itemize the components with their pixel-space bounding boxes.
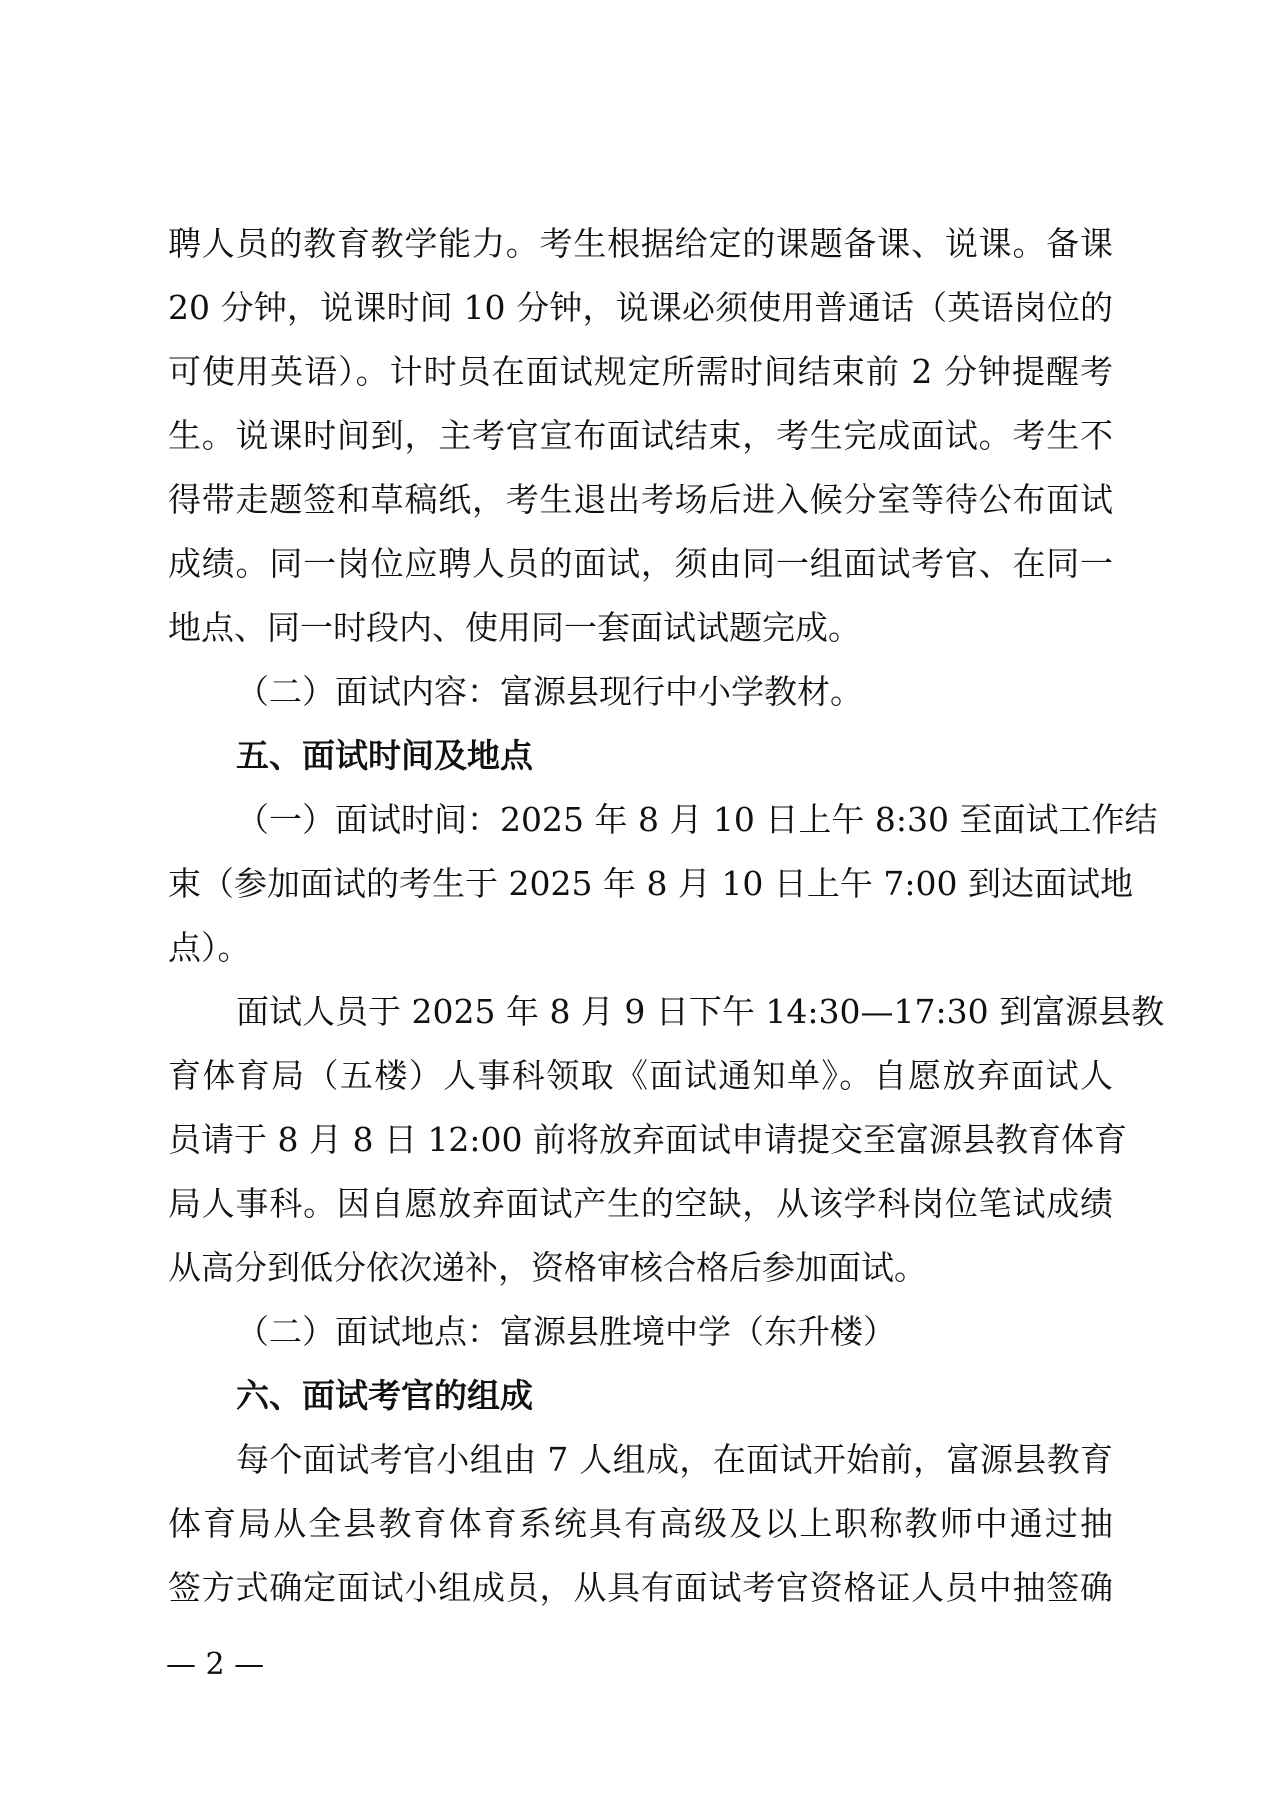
interview-time-line-1: （一）面试时间：2025 年 8 月 10 日上午 8:30 至面试工作结 — [236, 800, 1158, 839]
section-heading-five: 五、面试时间及地点 — [236, 736, 533, 775]
interview-content-line: （二）面试内容：富源县现行中小学教材。 — [236, 672, 863, 711]
interview-location-line: （二）面试地点：富源县胜境中学（东升楼） — [236, 1312, 896, 1351]
paragraph-line-1: 聘人员的教育教学能力。考生根据给定的课题备课、说课。备课 — [168, 224, 1113, 263]
examiner-line-2: 体育局从全县教育体育系统具有高级及以上职称教师中通过抽 — [168, 1504, 1113, 1543]
interview-time-line-3: 点）。 — [168, 928, 251, 967]
paragraph-line-2: 20 分钟，说课时间 10 分钟，说课必须使用普通话（英语岗位的 — [168, 288, 1113, 327]
paragraph-line-5: 得带走题签和草稿纸，考生退出考场后进入候分室等待公布面试 — [168, 480, 1113, 519]
paragraph-line-3: 可使用英语）。计时员在面试规定所需时间结束前 2 分钟提醒考 — [168, 352, 1113, 391]
notice-line-5: 从高分到低分依次递补，资格审核合格后参加面试。 — [168, 1248, 927, 1287]
interview-time-line-2: 束（参加面试的考生于 2025 年 8 月 10 日上午 7:00 到达面试地 — [168, 864, 1133, 903]
section-heading-six: 六、面试考官的组成 — [236, 1376, 533, 1415]
paragraph-line-6: 成绩。同一岗位应聘人员的面试，须由同一组面试考官、在同一 — [168, 544, 1113, 583]
notice-line-2: 育体育局（五楼）人事科领取《面试通知单》。自愿放弃面试人 — [168, 1056, 1113, 1095]
paragraph-line-7: 地点、同一时段内、使用同一套面试试题完成。 — [168, 608, 861, 647]
notice-line-3: 员请于 8 月 8 日 12:00 前将放弃面试申请提交至富源县教育体育 — [168, 1120, 1128, 1159]
examiner-line-1: 每个面试考官小组由 7 人组成，在面试开始前，富源县教育 — [236, 1440, 1113, 1479]
notice-line-1: 面试人员于 2025 年 8 月 9 日下午 14:30—17:30 到富源县教 — [236, 992, 1165, 1031]
notice-line-4: 局人事科。因自愿放弃面试产生的空缺，从该学科岗位笔试成绩 — [168, 1184, 1113, 1223]
document-body — [168, 212, 1165, 1620]
paragraph-line-4: 生。说课时间到，主考官宣布面试结束，考生完成面试。考生不 — [168, 416, 1113, 455]
page-number: — 2 — — [166, 1647, 265, 1682]
examiner-line-3: 签方式确定面试小组成员，从具有面试考官资格证人员中抽签确 — [168, 1568, 1113, 1607]
